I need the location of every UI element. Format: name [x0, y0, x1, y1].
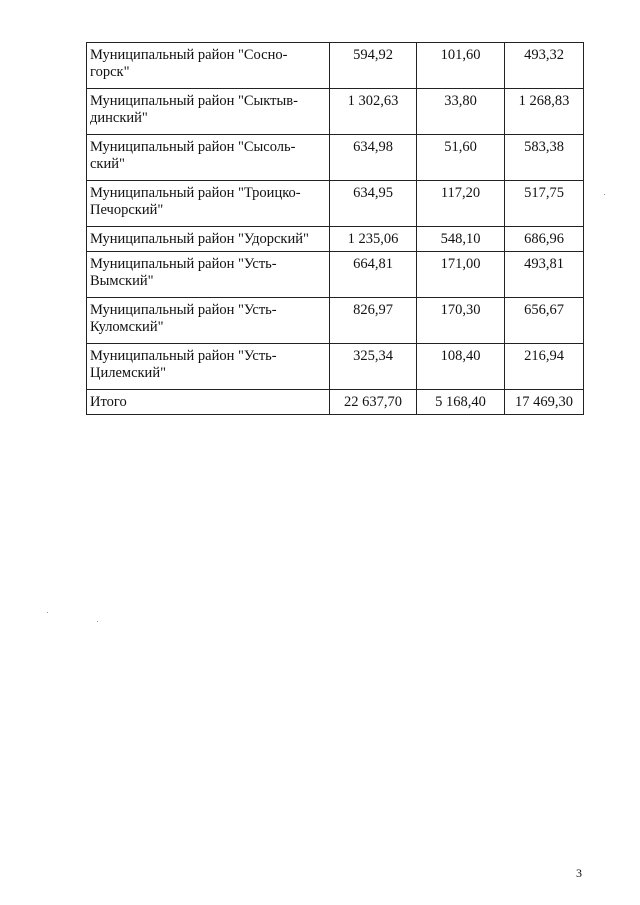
third-value: 493,81: [505, 252, 584, 298]
district-name: Муниципальный район "Удорский": [87, 227, 330, 252]
total-value: 664,81: [330, 252, 417, 298]
table-row: [87, 181, 584, 227]
district-name: Муниципальный район "Сыктыв-динский": [87, 89, 330, 135]
third-value: 216,94: [505, 344, 584, 390]
total-value: 22 637,70: [330, 390, 417, 415]
second-value: 117,20: [417, 181, 505, 227]
third-value: 493,32: [505, 43, 584, 89]
second-value: 101,60: [417, 43, 505, 89]
second-value: 108,40: [417, 344, 505, 390]
table-row: [87, 344, 584, 390]
total-label: Итого: [87, 390, 330, 415]
second-value: 5 168,40: [417, 390, 505, 415]
scan-speck: [604, 194, 605, 195]
scan-speck: [97, 621, 98, 622]
table-row: [87, 89, 584, 135]
total-value: 325,34: [330, 344, 417, 390]
second-value: 171,00: [417, 252, 505, 298]
second-value: 33,80: [417, 89, 505, 135]
third-value: 1 268,83: [505, 89, 584, 135]
district-name: Муниципальный район "Сосно-горск": [87, 43, 330, 89]
district-name: Муниципальный район "Усть-Куломский": [87, 298, 330, 344]
total-value: 594,92: [330, 43, 417, 89]
third-value: 17 469,30: [505, 390, 584, 415]
page-number: 3: [576, 866, 582, 880]
total-value: 1 235,06: [330, 227, 417, 252]
third-value: 686,96: [505, 227, 584, 252]
third-value: 583,38: [505, 135, 584, 181]
table-row: [87, 298, 584, 344]
district-name: Муниципальный район "Троицко-Печорский": [87, 181, 330, 227]
district-name: Муниципальный район "Усть-Вымский": [87, 252, 330, 298]
second-value: 51,60: [417, 135, 505, 181]
district-name: Муниципальный район "Усть-Цилемский": [87, 344, 330, 390]
total-value: 826,97: [330, 298, 417, 344]
second-value: 170,30: [417, 298, 505, 344]
second-value: 548,10: [417, 227, 505, 252]
table-row: [87, 252, 584, 298]
district-name: Муниципальный район "Сысоль-ский": [87, 135, 330, 181]
total-value: 634,98: [330, 135, 417, 181]
total-value: 1 302,63: [330, 89, 417, 135]
total-value: 634,95: [330, 181, 417, 227]
scan-speck: [47, 612, 48, 613]
budget-table: [86, 42, 584, 415]
total-row: [87, 390, 584, 415]
table-row: [87, 227, 584, 252]
table-row: [87, 43, 584, 89]
third-value: 656,67: [505, 298, 584, 344]
table-row: [87, 135, 584, 181]
third-value: 517,75: [505, 181, 584, 227]
